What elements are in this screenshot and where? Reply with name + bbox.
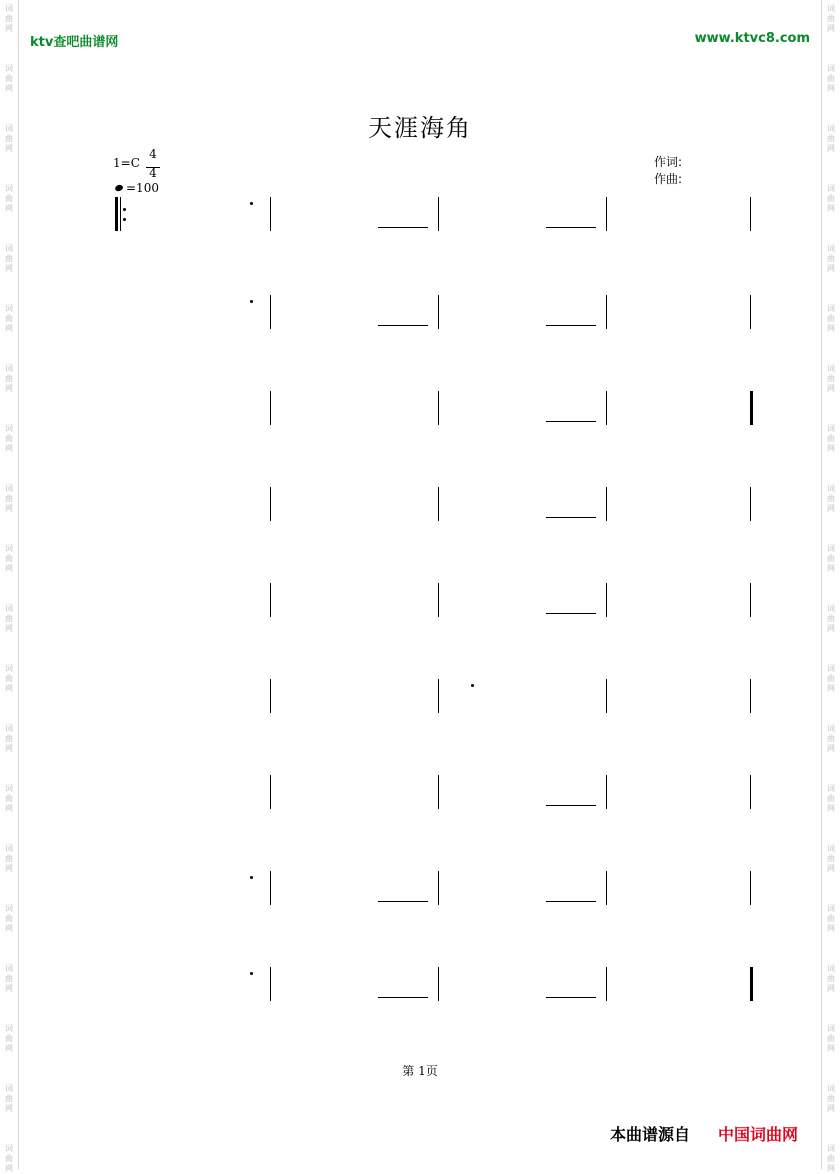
bar-line [750,197,751,231]
watermark-text: 词 曲 网 [827,484,835,513]
eighth-note-beam [546,227,596,228]
bar-line [750,775,751,809]
watermark-text: 词 曲 网 [827,964,835,993]
left-watermark-strip [0,0,19,1173]
watermark-text: 词 曲 网 [5,844,13,873]
watermark-text: 词 曲 网 [827,1144,835,1173]
bar-line [606,583,607,617]
bar-line [750,295,751,329]
site-name-left[interactable]: ktv查吧曲谱网 [30,35,119,50]
watermark-text: 词 曲 网 [5,904,13,933]
bar-line [606,197,607,231]
bar-line [606,967,607,1001]
octave-dot-high [471,684,474,687]
bar-line [270,871,271,905]
eighth-note-beam [546,421,596,422]
bar-line [750,871,751,905]
watermark-text: 词 曲 网 [5,964,13,993]
octave-dot-high [250,300,253,303]
bar-line [750,679,751,713]
watermark-text: 词 曲 网 [827,1084,835,1113]
watermark-text: 词 曲 网 [827,364,835,393]
watermark-text: 词 曲 网 [5,4,13,33]
bar-line [606,679,607,713]
bar-line [270,967,271,1001]
watermark-text: 词 曲 网 [5,604,13,633]
eighth-note-beam [378,901,428,902]
watermark-text: 词 曲 网 [827,904,835,933]
bar-line [438,871,439,905]
bar-line [438,967,439,1001]
eighth-note-beam [546,805,596,806]
octave-dot-high [250,202,253,205]
composer-label: 作曲: [654,172,683,186]
bar-line [606,775,607,809]
watermark-text: 词 曲 网 [5,364,13,393]
bar-line [270,391,271,425]
watermark-text: 词 曲 网 [827,544,835,573]
page-number: 第 1页 [402,1064,438,1078]
eighth-note-beam [378,227,428,228]
watermark-text: 词 曲 网 [827,844,835,873]
eighth-note-beam [546,997,596,998]
source-site-link[interactable]: 中国词曲网 [718,1125,799,1144]
bar-line [750,391,753,425]
eighth-note-beam [546,325,596,326]
bar-line [270,679,271,713]
bar-line [438,197,439,231]
watermark-text: 词 曲 网 [827,664,835,693]
bar-line [438,679,439,713]
eighth-note-beam [378,325,428,326]
bar-line [750,583,751,617]
watermark-text: 词 曲 网 [5,124,13,153]
repeat-dot [123,208,126,211]
watermark-text: 词 曲 网 [5,184,13,213]
watermark-text: 词 曲 网 [5,244,13,273]
watermark-text: 词 曲 网 [5,784,13,813]
bar-line [606,295,607,329]
repeat-dot [123,218,126,221]
watermark-text: 词 曲 网 [5,1144,13,1173]
octave-dot-high [250,876,253,879]
watermark-text: 词 曲 网 [5,724,13,753]
watermark-text: 词 曲 网 [5,424,13,453]
time-signature-top: 4 [149,147,157,161]
watermark-text: 词 曲 网 [827,304,835,333]
watermark-text: 词 曲 网 [827,1024,835,1053]
watermark-text: 词 曲 网 [5,484,13,513]
watermark-text: 词 曲 网 [827,4,835,33]
bar-line [606,871,607,905]
eighth-note-beam [378,997,428,998]
watermark-text: 词 曲 网 [5,64,13,93]
eighth-note-beam [546,517,596,518]
bar-line [750,487,751,521]
site-url-right[interactable]: www.ktvc8.com [694,31,810,46]
watermark-text: 词 曲 网 [5,664,13,693]
bar-line [270,583,271,617]
lyricist-label: 作词: [654,155,683,169]
bar-line [606,391,607,425]
whole-note-icon [114,184,124,192]
eighth-note-beam [546,613,596,614]
watermark-text: 词 曲 网 [827,784,835,813]
bar-line [270,487,271,521]
bar-line [438,391,439,425]
octave-dot-high [250,972,253,975]
watermark-text: 词 曲 网 [5,304,13,333]
bar-line [606,487,607,521]
bar-line [438,487,439,521]
watermark-text: 词 曲 网 [5,544,13,573]
repeat-start-bar [115,197,118,231]
repeat-start-bar [120,197,121,231]
watermark-text: 词 曲 网 [827,424,835,453]
watermark-text: 词 曲 网 [827,64,835,93]
bar-line [270,295,271,329]
right-watermark-strip [821,0,840,1173]
watermark-text: 词 曲 网 [827,184,835,213]
time-signature-bottom: 4 [149,166,157,180]
bar-line [270,197,271,231]
bar-line [438,775,439,809]
watermark-text: 词 曲 网 [827,724,835,753]
watermark-text: 词 曲 网 [5,1084,13,1113]
tempo-marking: =100 [126,181,159,195]
watermark-text: 词 曲 网 [827,244,835,273]
bar-line [270,775,271,809]
watermark-text: 词 曲 网 [5,1024,13,1053]
key-signature: 1=C [113,156,140,170]
watermark-text: 词 曲 网 [827,604,835,633]
song-title: 天涯海角 [368,114,472,142]
bar-line [438,295,439,329]
eighth-note-beam [546,901,596,902]
source-label: 本曲谱源自 [610,1125,691,1144]
bar-line [750,967,753,1001]
bar-line [438,583,439,617]
watermark-text: 词 曲 网 [827,124,835,153]
